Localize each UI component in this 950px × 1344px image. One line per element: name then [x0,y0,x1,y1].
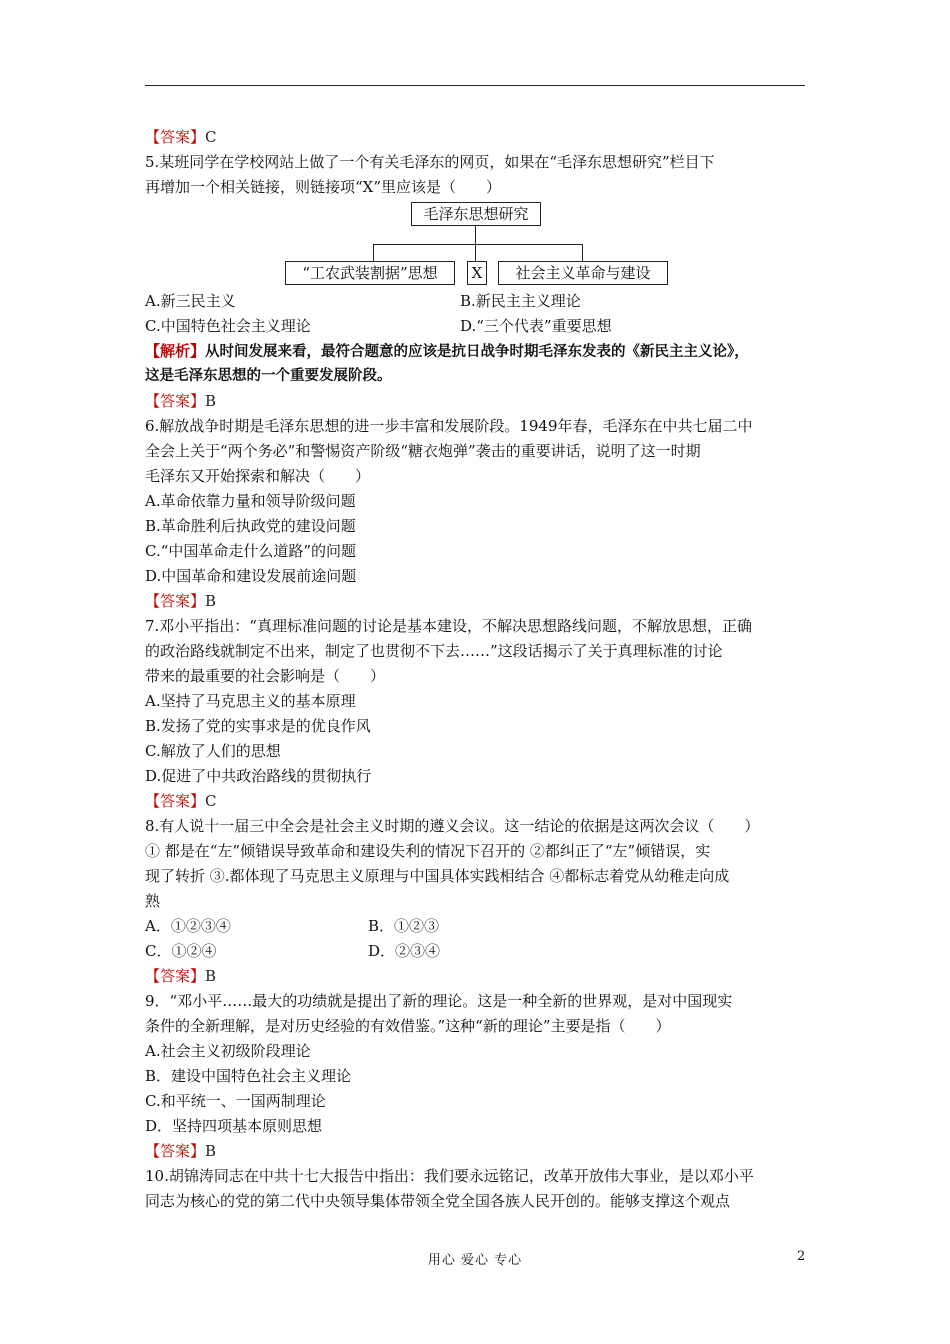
q8-option-b: B．①②③ [368,917,440,935]
diagram-connector-mid [475,244,476,261]
q5-answer: 【答案】B [145,392,217,410]
q5-options-row-2 [145,314,810,339]
diagram-x-box: X [467,261,487,285]
q5-stem-line-1: 5.某班同学在学校网站上做了一个有关毛泽东的网页，如果在“毛泽东思想研究”栏目下 [145,153,715,171]
q6-option-a: A.革命依靠力量和领导阶级问题 [145,492,356,510]
q7-answer: 【答案】C [145,792,217,810]
q6-answer: 【答案】B [145,592,217,610]
q8-option-d: D．②③④ [368,942,441,960]
q6-stem-line-3: 毛泽东又开始探索和解决（ ） [145,467,371,485]
diagram-top-box: 毛泽东思想研究 [411,202,541,226]
page-number: 2 [797,1249,806,1264]
diagram-connector-right [582,244,583,261]
q7-stem-line-2: 的政治路线就制定不出来，制定了也贯彻不下去……”这段话揭示了关于真理标准的讨论 [145,642,723,660]
q9-option-c: C.和平统一、一国两制理论 [145,1092,326,1110]
q8-stem-line-1: 8.有人说十一届三中全会是社会主义时期的遵义会议。这一结论的依据是这两次会议（ ） [145,817,760,835]
q6-stem-line-2: 全会上关于“两个务必”和警惕资产阶级“糖衣炮弹”袭击的重要讲话，说明了这一时期 [145,442,701,460]
q6-option-d: D.中国革命和建设发展前途问题 [145,567,357,585]
q8-stem-line-2: ① 都是在“左”倾错误导致革命和建设失利的情况下召开的 ②都纠正了“左”倾错误，实 [145,842,711,860]
q9-answer: 【答案】B [145,1142,217,1160]
footer-text: 用心 爱心 专心 [427,1253,523,1268]
q8-stem-line-3: 现了转折 ③.都体现了马克思主义原理与中国具体实践相结合 ④都标志着党从幼稚走向成 [145,867,730,885]
diagram-connector-horizontal [373,244,583,245]
q7-option-b: B.发扬了党的实事求是的优良作风 [145,717,371,735]
q5-analysis-line-2: 这是毛泽东思想的一个重要发展阶段。 [145,368,392,384]
q8-option-c: C．①②④ [145,942,217,960]
q7-option-d: D.促进了中共政治路线的贯彻执行 [145,767,372,785]
q5-options-row-1 [145,289,810,314]
diagram-connector-vertical-top [475,226,476,244]
q7-stem-line-3: 带来的最重要的社会影响是（ ） [145,667,386,685]
q8-options-row-2 [145,939,810,964]
q7-option-a: A.坚持了马克思主义的基本原理 [145,692,356,710]
q5-stem-line-2: 再增加一个相关链接，则链接项“X”里应该是（ ） [145,178,502,196]
q5-option-c: C.中国特色社会主义理论 [145,317,311,335]
q6-option-b: B.革命胜利后执政党的建设问题 [145,517,356,535]
q8-option-a: A．①②③④ [145,917,231,935]
diagram-left-box: “工农武装割据”思想 [285,261,455,285]
q10-stem-line-2: 同志为核心的党的第二代中央领导集体带领全党全国各族人民开创的。能够支撑这个观点 [145,1192,731,1210]
q8-answer: 【答案】B [145,967,217,985]
q6-option-c: C.“中国革命走什么道路”的问题 [145,542,357,560]
q5-diagram [145,200,810,289]
q8-options-row-1 [145,914,810,939]
q9-option-a: A.社会主义初级阶段理论 [145,1042,311,1060]
page-content [145,125,810,1214]
q9-option-b: B．建设中国特色社会主义理论 [145,1067,352,1085]
q5-option-a: A.新三民主义 [145,292,236,310]
q9-stem-line-1: 9．“邓小平……最大的功绩就是提出了新的理论。这是一种全新的世界观，是对中国现实 [145,992,733,1010]
answer-line: 【答案】C [145,128,217,146]
q5-option-b: B.新民主主义理论 [460,292,581,310]
q5-option-d: D.“三个代表”重要思想 [460,317,612,335]
header-rule [145,85,805,86]
q6-stem-line-1: 6.解放战争时期是毛泽东思想的进一步丰富和发展阶段。1949年春，毛泽东在中共七届二中 [145,417,753,435]
q5-analysis-line-1: 【解析】从时间发展来看，最符合题意的应该是抗日战争时期毛泽东发表的《新民主主义论》， [145,342,749,360]
q9-stem-line-2: 条件的全新理解，是对历史经验的有效借鉴。”这种“新的理论”主要是指（ ） [145,1017,671,1035]
q8-stem-line-4: 熟 [145,892,161,910]
q9-option-d: D．坚持四项基本原则思想 [145,1117,323,1135]
diagram-connector-left [373,244,374,261]
q7-option-c: C.解放了人们的思想 [145,742,281,760]
diagram-right-box: 社会主义革命与建设 [498,261,668,285]
q7-stem-line-1: 7.邓小平指出：“真理标准问题的讨论是基本建设，不解决思想路线问题，不解放思想，正确 [145,617,752,635]
q10-stem-line-1: 10.胡锦涛同志在中共十七大报告中指出：我们要永远铭记，改革开放伟大事业，是以邓小平 [145,1167,754,1185]
